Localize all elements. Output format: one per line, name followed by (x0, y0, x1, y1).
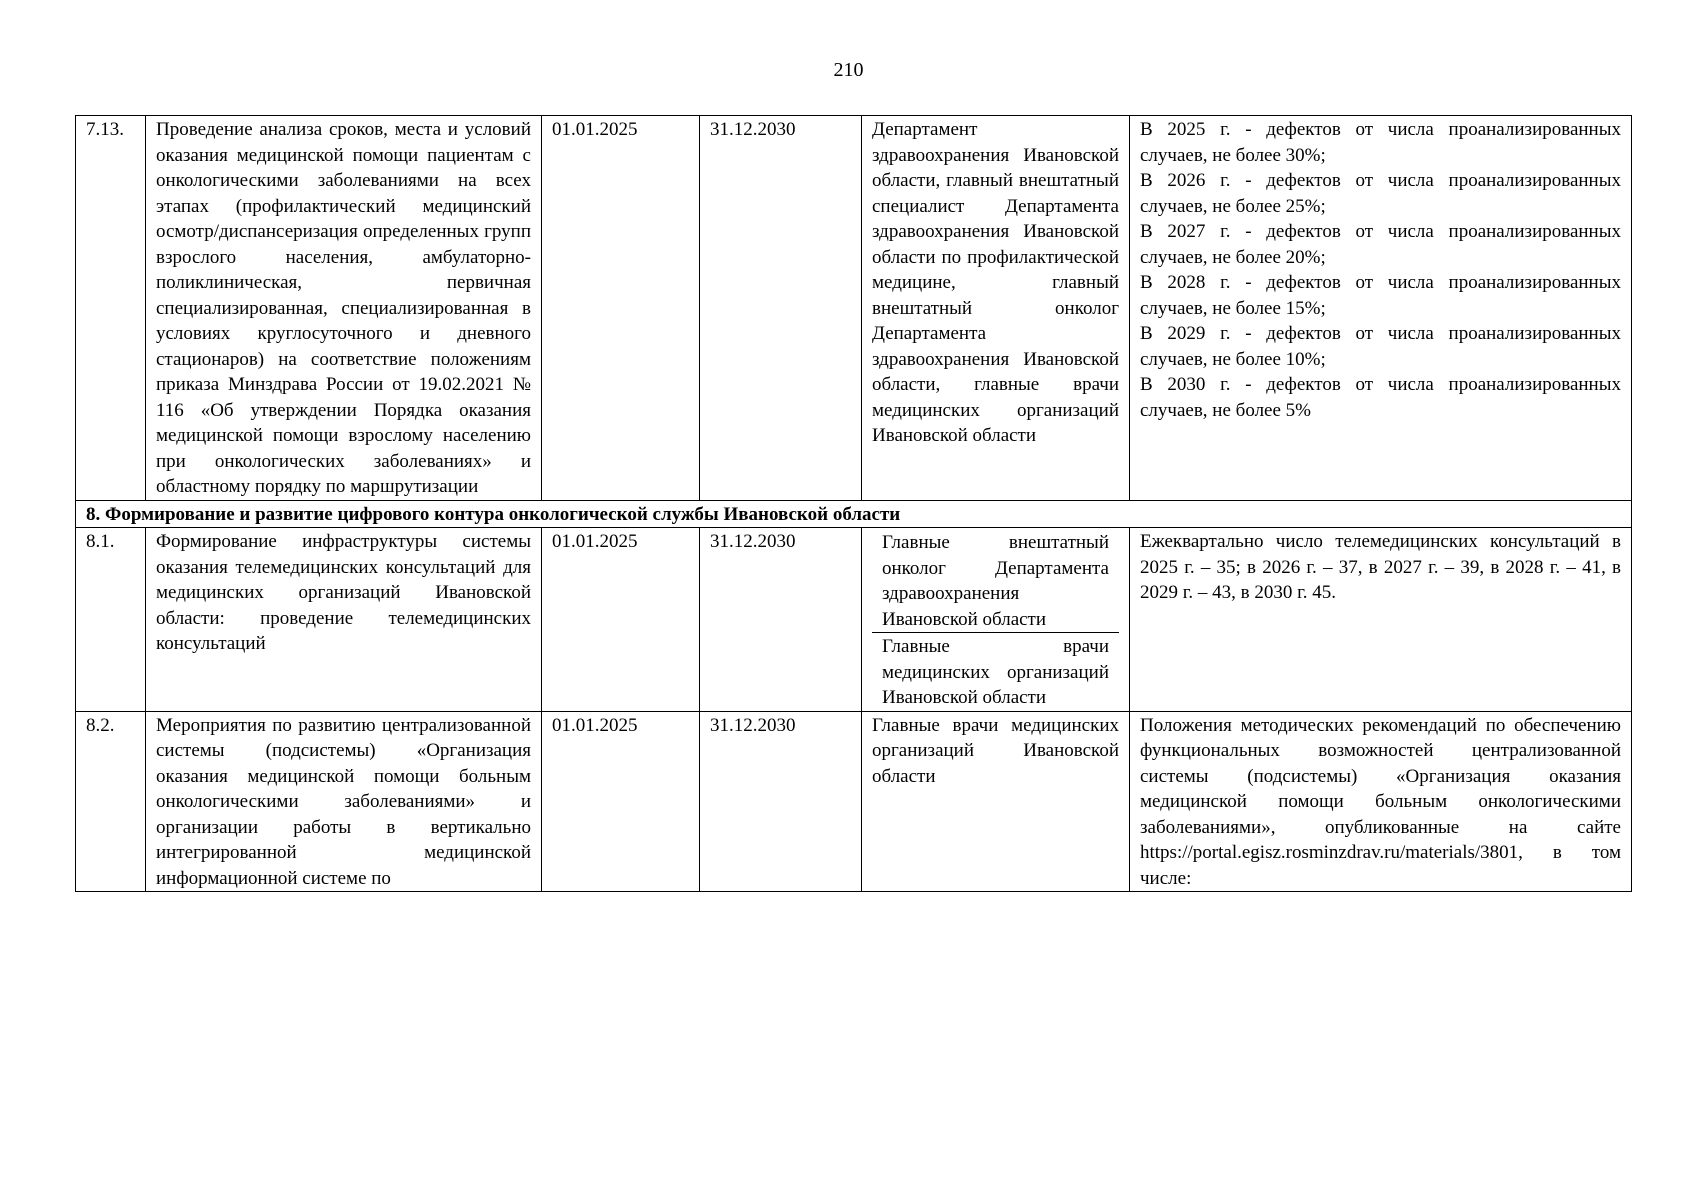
result-line: В 2025 г. - дефектов от числа проанализированных случаев, не более 30%; (1140, 119, 1621, 166)
responsible-part: Главные врачи медицинских организаций Ивановской области (872, 632, 1119, 711)
start-date: 01.01.2025 (542, 711, 700, 892)
table-row-8-2 (76, 711, 1632, 892)
responsible: Главные врачи медицинских организаций Ивановской области (862, 711, 1130, 892)
end-date: 31.12.2030 (700, 116, 862, 501)
result-line: В 2026 г. - дефектов от числа проанализированных случаев, не более 25%; (1140, 170, 1621, 217)
row-number: 8.1. (76, 528, 146, 712)
responsible: Департамент здравоохранения Ивановской области, главный внештатный специалист Департамента здравоохранения Ивановской области по профилактической медицине, главный внештатный онколог Департамента здравоохранения Ивановской области, главные врачи медицинских организаций Ивановской области (862, 116, 1130, 501)
end-date: 31.12.2030 (700, 528, 862, 712)
end-date: 31.12.2030 (700, 711, 862, 892)
section-title: 8. Формирование и развитие цифрового контура онкологической службы Ивановской области (76, 500, 1632, 528)
table-row-8-1 (76, 528, 1632, 712)
activity-title: Формирование инфраструктуры системы оказания телемедицинских консультаций для медицинских организаций Ивановской области: проведение телемедицинских консультаций (146, 528, 542, 712)
result-line: В 2028 г. - дефектов от числа проанализированных случаев, не более 15%; (1140, 272, 1621, 319)
plan-table (75, 115, 1632, 892)
table-row-7-13 (76, 116, 1632, 501)
start-date: 01.01.2025 (542, 528, 700, 712)
section-header-row (76, 500, 1632, 528)
activity-title: Мероприятия по развитию централизованной системы (подсистемы) «Организация оказания медицинской помощи больным онкологическими заболеваниями» и организации работы в вертикально интегрированной медицинской информационной системе по (146, 711, 542, 892)
row-number: 7.13. (76, 116, 146, 501)
start-date: 01.01.2025 (542, 116, 700, 501)
result-line: В 2030 г. - дефектов от числа проанализированных случаев, не более 5% (1140, 374, 1621, 421)
responsible-part: Главные внештатный онколог Департамента здравоохранения Ивановской области (882, 532, 1109, 630)
activity-title: Проведение анализа сроков, места и условий оказания медицинской помощи пациентам с онкологическими заболеваниями на всех этапах (профилактический медицинский осмотр/диспансеризация определенных групп взрослого населения, амбулаторно-поликлиническая, первичная специализированная, специализированная в условиях круглосуточного и дневного стационаров) на соответствие положениям приказа Минздрава России от 19.02.2021 № 116 «Об утверждении Порядка оказания медицинской помощи взрослому населению при онкологических заболеваниях» и областному порядку по маршрутизации (146, 116, 542, 501)
row-number: 8.2. (76, 711, 146, 892)
result-line: В 2027 г. - дефектов от числа проанализированных случаев, не более 20%; (1140, 221, 1621, 268)
expected-result: Ежеквартально число телемедицинских консультаций в 2025 г. – 35; в 2026 г. – 37, в 2027 г. – 39, в 2028 г. – 41, в 2029 г. – 43, в 2030 г. 45. (1130, 528, 1632, 712)
responsible (862, 528, 1130, 712)
result-line: В 2029 г. - дефектов от числа проанализированных случаев, не более 10%; (1140, 323, 1621, 370)
expected-result (1130, 116, 1632, 501)
page-number: 210 (833, 59, 864, 81)
expected-result: Положения методических рекомендаций по обеспечению функциональных возможностей централизованной системы (подсистемы) «Организация оказания медицинской помощи больным онкологическими заболеваниями», опубликованные на сайте https://portal.egisz.rosminzdrav.ru/materials/3801, в том числе: (1130, 711, 1632, 892)
